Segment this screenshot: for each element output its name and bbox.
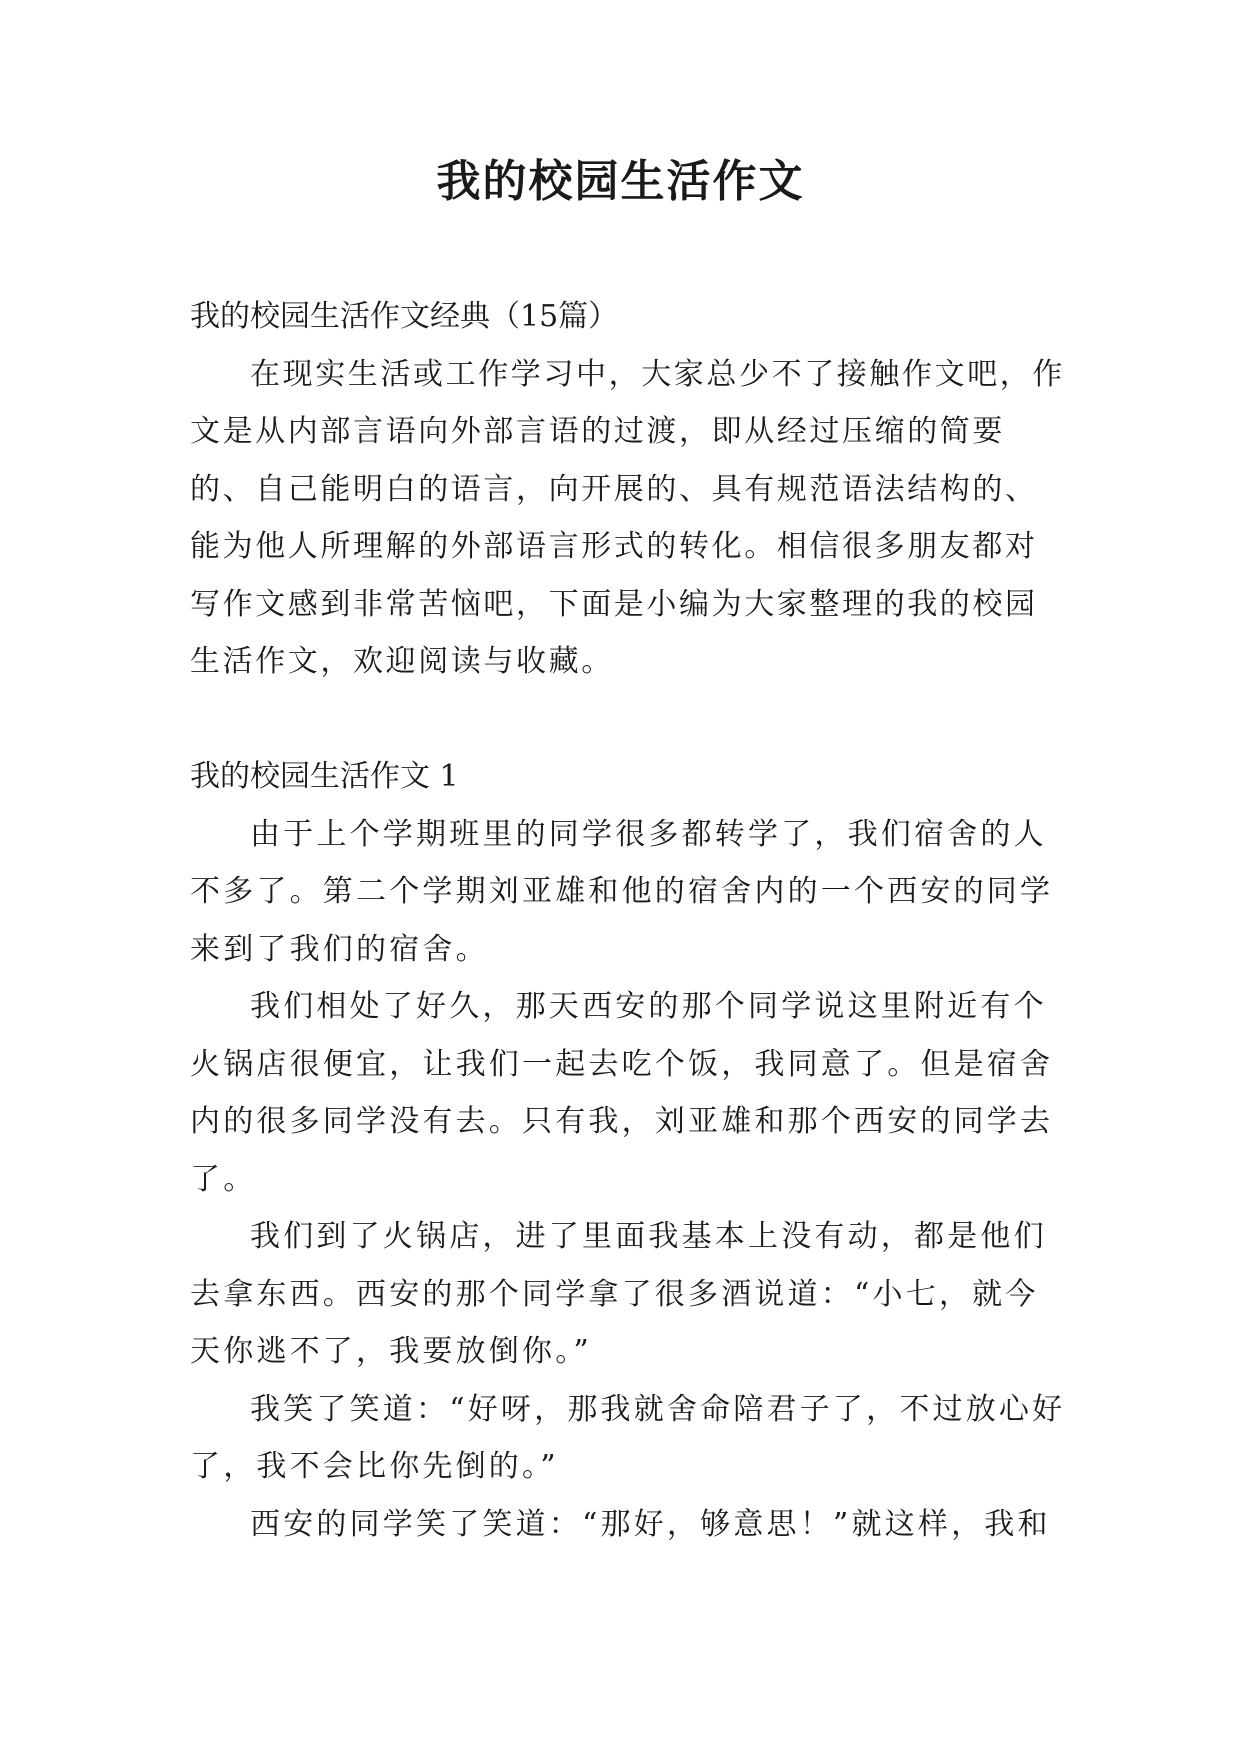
intro-paragraph: 在现实生活或工作学习中，大家总少不了接触作文吧，作文是从内部言语向外部言语的过渡，即从经过压缩的简要的、自己能明白的语言，向开展的、具有规范语法结构的、能为他人所理解的外部语言形式的转化。相信很多朋友都对写作文感到非常苦恼吧，下面是小编为大家整理的我的校园生活作文，欢迎阅读与收藏。 (190, 356, 1065, 679)
body-paragraph: 由于上个学期班里的同学很多都转学了，我们宿舍的人不多了。第二个学期刘亚雄和他的宿舍内的一个西安的同学来到了我们的宿舍。 (190, 816, 1054, 967)
body-paragraph: 我们到了火锅店，进了里面我基本上没有动，都是他们去拿东西。西安的那个同学拿了很多酒说道：“小七，就今天你逃不了，我要放倒你。” (190, 1219, 1047, 1369)
document-subtitle: 我的校园生活作文经典（15篇） (190, 299, 619, 334)
body-paragraph: 我笑了笑道：“好呀，那我就舍命陪君子了，不过放心好了，我不会比你先倒的。” (190, 1391, 1066, 1484)
body-paragraph: 我们相处了好久，那天西安的那个同学说这里附近有个火锅店很便宜，让我们一起去吃个饭，我同意了。但是宿舍内的很多同学没有去。只有我，刘亚雄和那个西安的同学去了。 (190, 989, 1054, 1197)
document-title: 我的校园生活作文 (436, 156, 805, 207)
section-heading: 我的校园生活作文 1 (190, 759, 459, 794)
body-paragraph: 西安的同学笑了笑道：“那好，够意思！”就这样，我和 (250, 1506, 1051, 1542)
document-body (190, 288, 1070, 1553)
